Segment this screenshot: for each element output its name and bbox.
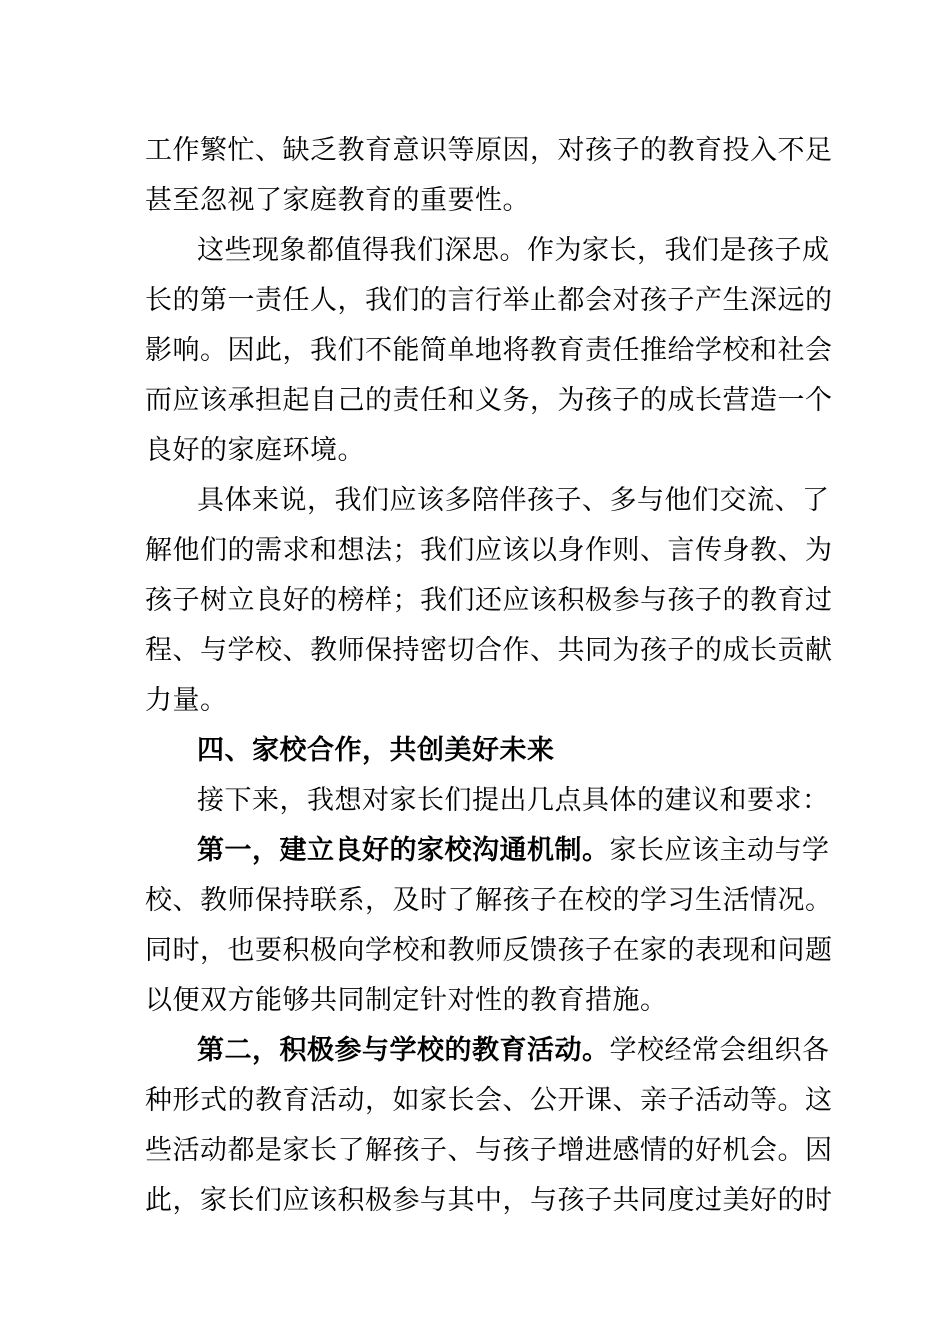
text-line: 同时，也要积极向学校和教师反馈孩子在家的表现和问题 xyxy=(145,935,833,966)
paragraph-7 xyxy=(145,1026,833,1226)
text-line: 长的第一责任人，我们的言行举止都会对孩子产生深远的 xyxy=(145,285,833,316)
paragraph-1 xyxy=(145,126,833,226)
text-line: 甚至忽视了家庭教育的重要性。 xyxy=(145,185,530,216)
text-line: 些活动都是家长了解孩子、与孩子增进感情的好机会。因 xyxy=(145,1135,833,1166)
text-line: 而应该承担起自己的责任和义务，为孩子的成长营造一个 xyxy=(145,385,833,416)
text-line xyxy=(145,1026,830,1076)
text-line: 校、教师保持联系，及时了解孩子在校的学习生活情况。 xyxy=(145,885,833,916)
text-line: 良好的家庭环境。 xyxy=(145,435,365,466)
text-line: 接下来，我想对家长们提出几点具体的建议和要求： xyxy=(197,785,830,816)
text-line xyxy=(145,826,830,876)
document-page xyxy=(145,126,833,1226)
section-heading xyxy=(145,726,810,776)
paragraph-2 xyxy=(145,226,833,476)
paragraph-3 xyxy=(145,476,833,726)
text-line: 程、与学校、教师保持密切合作、共同为孩子的成长贡献 xyxy=(145,635,833,666)
text-line: 孩子树立良好的榜样；我们还应该积极参与孩子的教育过 xyxy=(145,585,833,616)
text-run: 学校经常会组织各 xyxy=(609,1035,830,1066)
text-run: 家长应该主动与学 xyxy=(609,835,830,866)
section-heading-text: 四、家校合作，共创美好未来 xyxy=(197,735,555,766)
text-line: 具体来说，我们应该多陪伴孩子、多与他们交流、了 xyxy=(197,485,830,516)
bold-lead: 第一，建立良好的家校沟通机制。 xyxy=(197,835,610,866)
text-line: 影响。因此，我们不能简单地将教育责任推给学校和社会 xyxy=(145,335,833,366)
paragraph-5 xyxy=(145,776,830,826)
text-line: 种形式的教育活动，如家长会、公开课、亲子活动等。这 xyxy=(145,1085,833,1116)
text-line: 工作繁忙、缺乏教育意识等原因，对孩子的教育投入不足 xyxy=(145,135,833,166)
paragraph-6 xyxy=(145,826,833,1026)
text-line: 力量。 xyxy=(145,685,228,716)
text-line: 此，家长们应该积极参与其中，与孩子共同度过美好的时 xyxy=(145,1185,833,1216)
text-line: 以便双方能够共同制定针对性的教育措施。 xyxy=(145,985,668,1016)
text-line: 解他们的需求和想法；我们应该以身作则、言传身教、为 xyxy=(145,535,833,566)
bold-lead: 第二，积极参与学校的教育活动。 xyxy=(197,1035,610,1066)
text-line: 这些现象都值得我们深思。作为家长，我们是孩子成 xyxy=(197,235,830,266)
